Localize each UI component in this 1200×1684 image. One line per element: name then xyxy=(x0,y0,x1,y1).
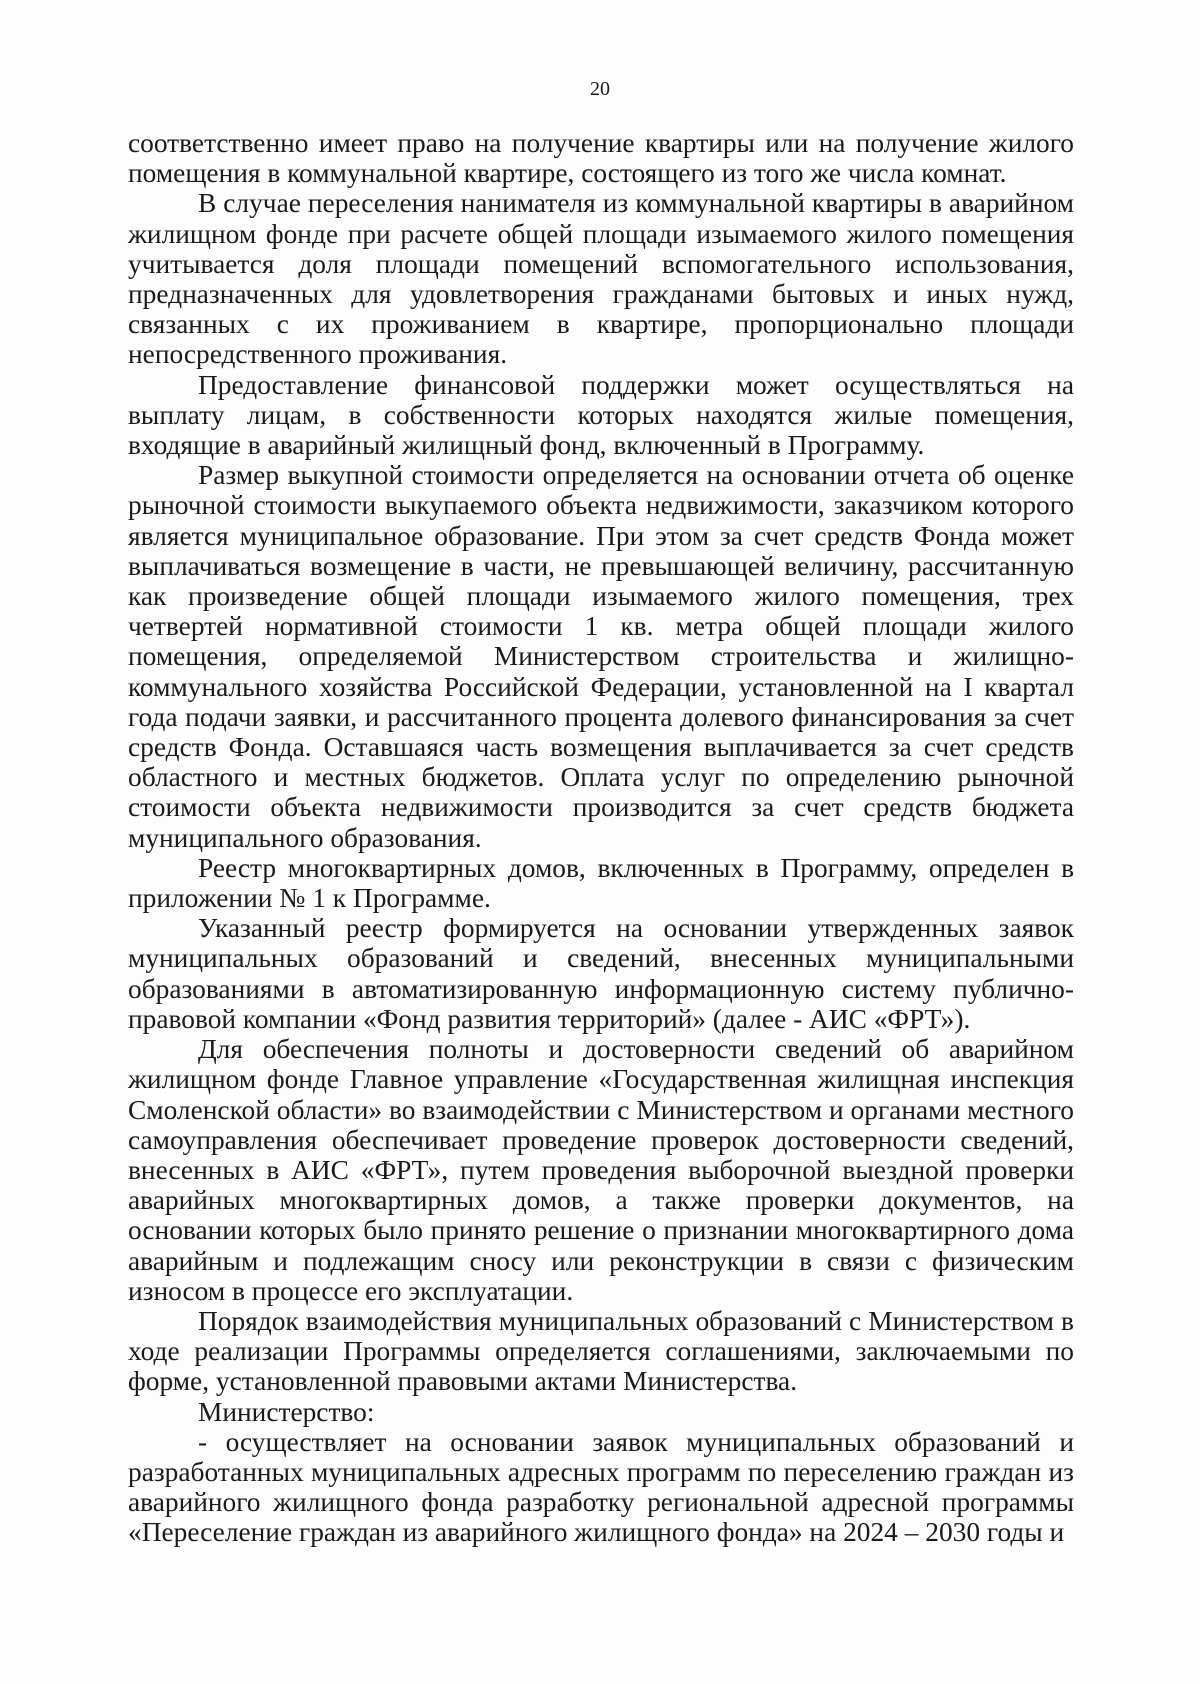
document-body xyxy=(128,128,1074,1548)
paragraph-1: соответственно имеет право на получение квартиры или на получение жилого помещения в коммунальной квартире, состоящего из того же числа комнат. xyxy=(128,128,1074,189)
paragraph-5: Реестр многоквартирных домов, включенных в Программу, определен в приложении № 1 к Программе. xyxy=(128,852,1074,914)
paragraph-7: Для обеспечения полноты и достоверности сведений об аварийном жилищном фонде Главное управление «Государственная жилищная инспекция Смоленской области» во взаимодействии с Министерством и органами местного самоуправления обеспечивает проведение проверок достоверности сведений, внесенных в АИС «ФРТ», путем проведения выборочной выездной проверки аварийных многоквартирных домов, а также проверки документов, на основании которых было принято решение о признании многоквартирного дома аварийным и подлежащим сносу или реконструкции в связи с физическим износом в процессе его эксплуатации. xyxy=(128,1034,1074,1306)
page-number: 20 xyxy=(590,78,610,100)
paragraph-9: Министерство: xyxy=(198,1396,375,1427)
paragraph-2: В случае переселения нанимателя из коммунальной квартиры в аварийном жилищном фонде при расчете общей площади изымаемого жилого помещения учитывается доля площади помещений вспомогательного использования, предназначенных для удовлетворения гражданами бытовых и иных нужд, связанных с их проживанием в квартире, пропорционально площади непосредственного проживания. xyxy=(128,188,1074,370)
paragraph-4: Размер выкупной стоимости определяется на основании отчета об оценке рыночной стоимости выкупаемого объекта недвижимости, заказчиком которого является муниципальное образование. При этом за счет средств Фонда может выплачиваться возмещение в части, не превышающей величину, рассчитанную как произведение общей площади изымаемого жилого помещения, трех четвертей нормативной стоимости 1 кв. метра общей площади жилого помещения, определяемой Министерством строительства и жилищно-коммунального хозяйства Российской Федерации, установленной на I квартал года подачи заявки, и рассчитанного процента долевого финансирования за счет средств Фонда. Оставшаяся часть возмещения выплачивается за счет средств областного и местных бюджетов. Оплата услуг по определению рыночной стоимости объекта недвижимости производится за счет средств бюджета муниципального образования. xyxy=(128,460,1074,853)
paragraph-3: Предоставление финансовой поддержки может осуществляться на выплату лицам, в собственности которых находятся жилые помещения, входящие в аварийный жилищный фонд, включенный в Программу. xyxy=(128,369,1074,461)
paragraph-8: Порядок взаимодействия муниципальных образований с Министерством в ходе реализации Программы определяется соглашениями, заключаемыми по форме, установленной правовыми актами Министерства. xyxy=(128,1305,1074,1397)
paragraph-10: - осуществляет на основании заявок муниципальных образований и разработанных муниципальных адресных программ по переселению граждан из аварийного жилищного фонда разработку региональной адресной программы «Переселение граждан из аварийного жилищного фонда» на 2024 – 2030 годы и xyxy=(128,1426,1074,1548)
paragraph-6: Указанный реестр формируется на основании утвержденных заявок муниципальных образований и сведений, внесенных муниципальными образованиями в автоматизированную информационную систему публично-правовой компании «Фонд развития территорий» (далее - АИС «ФРТ»). xyxy=(128,913,1074,1034)
